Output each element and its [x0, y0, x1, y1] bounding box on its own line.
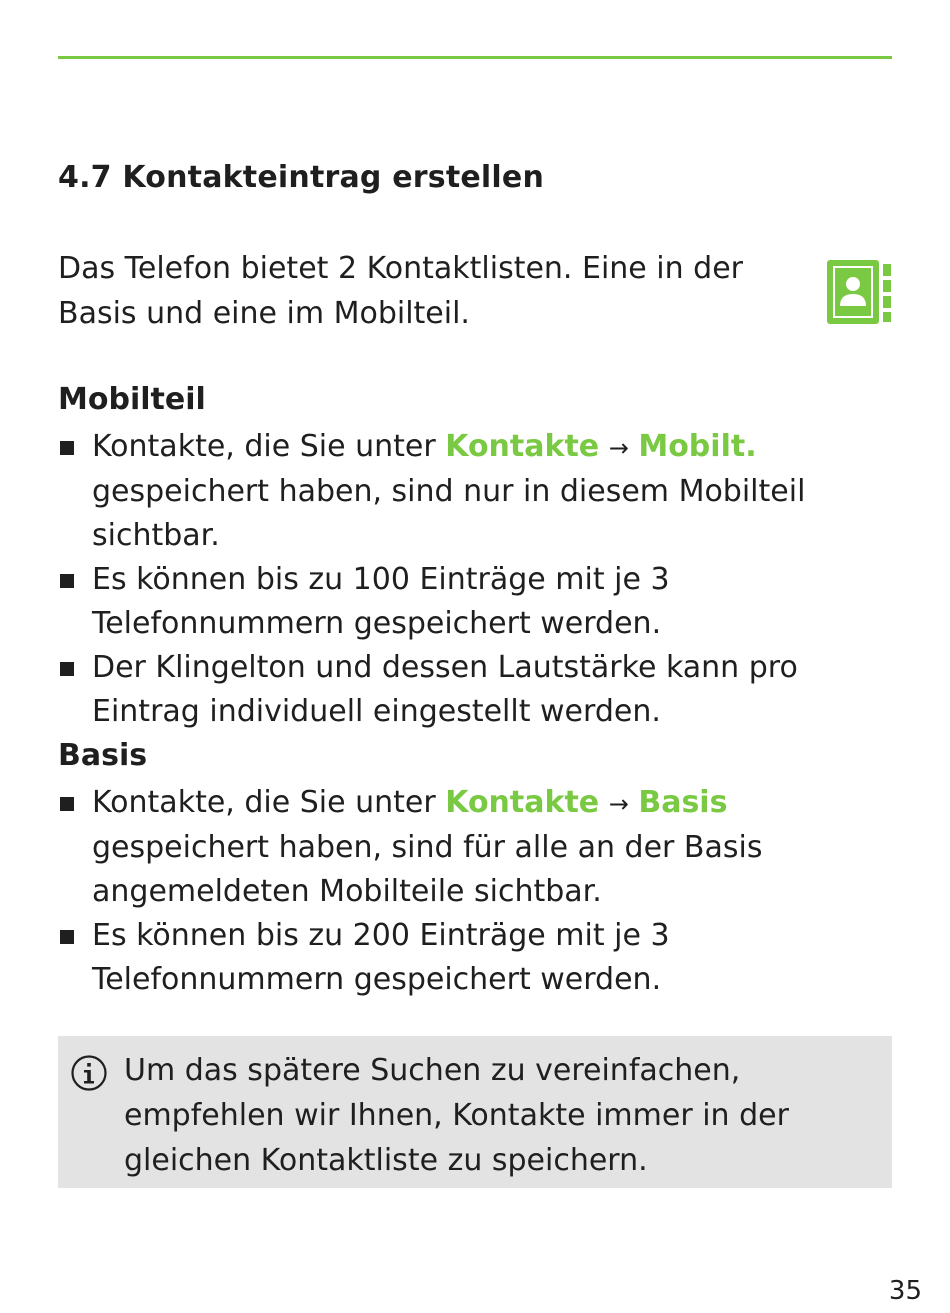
- arrow-icon: →: [608, 434, 629, 462]
- arrow-icon: →: [608, 790, 629, 818]
- list-item: [58, 558, 898, 646]
- page-number: 35: [888, 1276, 922, 1306]
- contacts-book-icon: [825, 258, 893, 326]
- bullet-square-icon: [60, 797, 74, 811]
- mobilteil-list: [58, 425, 898, 734]
- list-item-text: Es können bis zu 200 Einträge mit je 3 Telefonnummern gespeichert werden.: [92, 918, 670, 997]
- basis-heading: Basis: [58, 738, 148, 773]
- menu-path-basis: Basis: [638, 785, 728, 820]
- bullet-square-icon: [60, 441, 74, 455]
- list-item-text: Es können bis zu 100 Einträge mit je 3 Telefonnummern gespeichert werden.: [92, 562, 670, 641]
- top-divider: [58, 56, 892, 59]
- list-item: [58, 425, 898, 558]
- menu-path-kontakte: Kontakte: [445, 785, 600, 820]
- list-item: [58, 914, 898, 1002]
- list-item-text: Kontakte, die Sie unter: [92, 429, 446, 464]
- basis-list: [58, 781, 898, 1002]
- menu-path-mobilteil: Mobilt.: [638, 429, 757, 464]
- list-item-text: gespeichert haben, sind nur in diesem Mobilteil sichtbar.: [92, 474, 806, 553]
- list-item: [58, 781, 898, 914]
- list-item-text: Der Klingelton und dessen Lautstärke kann pro Eintrag individuell eingestellt werden.: [92, 650, 798, 729]
- note-text: Um das spätere Suchen zu vereinfachen, empfehlen wir Ihnen, Kontakte immer in der gleichen Kontaktliste zu speichern.: [124, 1053, 789, 1178]
- section-title: 4.7 Kontakteintrag erstellen: [58, 160, 544, 195]
- bullet-square-icon: [60, 930, 74, 944]
- bullet-square-icon: [60, 574, 74, 588]
- menu-path-kontakte: Kontakte: [445, 429, 600, 464]
- list-item-text: Kontakte, die Sie unter: [92, 785, 446, 820]
- info-note: [58, 1036, 892, 1188]
- intro-paragraph: Das Telefon bietet 2 Kontaktlisten. Eine in der Basis und eine im Mobilteil.: [58, 251, 744, 331]
- mobilteil-heading: Mobilteil: [58, 382, 206, 417]
- bullet-square-icon: [60, 662, 74, 676]
- list-item-text: gespeichert haben, sind für alle an der Basis angemeldeten Mobilteile sichtbar.: [92, 830, 763, 909]
- info-icon: [70, 1054, 108, 1092]
- list-item: [58, 646, 898, 734]
